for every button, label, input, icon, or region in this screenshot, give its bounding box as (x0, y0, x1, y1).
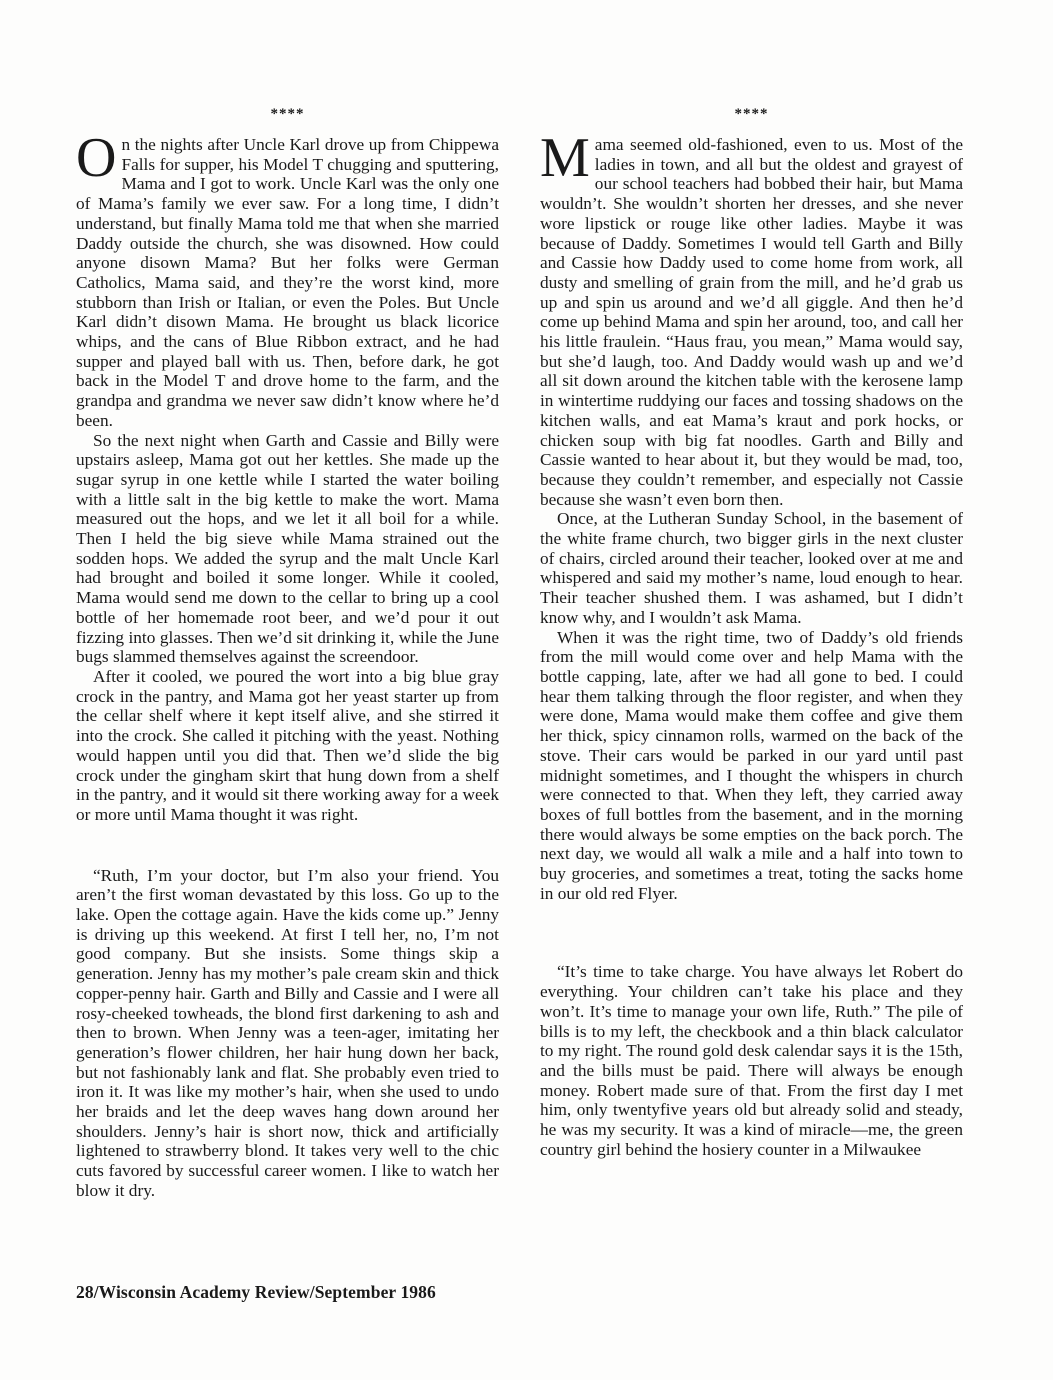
section-gap (540, 903, 963, 962)
section-separator: **** (734, 106, 769, 122)
right-column (540, 105, 963, 1159)
drop-cap: O (76, 127, 117, 189)
paragraph: After it cooled, we poured the wort into a big blue gray crock in the pantry, and Mama got her yeast starter up from the cellar shelf where it kept itself alive, and she stirred it into the crock. She called it pitching with the yeast. Nothing would happen until you did that. Then we’d slide the big crock under the gingham skirt that hung down from a shelf in the pantry, and it would sit there working away for a week or more until Mama thought it was right. (76, 666, 499, 824)
paragraph: “It’s time to take charge. You have always let Robert do everything. Your children can’t take his place and they won’t. It’s time to manage your own life, Ruth.” The pile of bills is to my left, the checkbook and a thin black calculator to my right. The round gold desk calendar says it is the 15th, and the bills must be paid. There will always be enough money. Robert made sure of that. From the first day I met him, only twentyfive years old but already solid and steady, he was my security. It was a kind of miracle—me, the green country girl behind the hosiery counter in a Milwaukee (540, 962, 963, 1159)
paragraph: “Ruth, I’m your doctor, but I’m also your friend. You aren’t the first woman devastated by this loss. Go up to the lake. Open the cottage again. Have the kids come up.” Jenny is driving up this weekend. At first I tell her, no, I’m not good company. But she insists. Some things skip a generation. Jenny has my mother’s pale cream skin and thick copper-penny hair. Garth and Billy and Cassie and I were all rosy-cheeked towheads, the blond first darkening to ash and then to brown. When Jenny was a teen-ager, imitating her generation’s flower children, her hair hung down her back, but not fashionably lank and flat. She probably even tried to iron it. It was like my mother’s hair, when she used to undo her braids and let the deep waves hang down around her shoulders. Jenny’s hair is short now, thick and artificially lightened to strawberry blond. It takes very well to the chic cuts favored by successful career women. I like to watch her blow it dry. (76, 865, 499, 1200)
paragraph: When it was the right time, two of Daddy’s old friends from the mill would come over and help Mama with the bottle capping, late, after we had all gone to bed. I could hear them talking through the floor register, and when they were done, Mama would make them coffee and give them her thick, spicy cinnamon rolls, warmed on the back of the stove. Their cars would be parked in our yard until past midnight sometimes, and I thought the whispers in church were connected to that. When they left, they carried away boxes of full bottles from the basement, and in the morning there would always be some empties on the back porch. The next day, we would all walk a mile and a half into town to buy groceries, and sometimes a treat, toting the sacks home in our old red Flyer. (540, 627, 963, 903)
paragraph-text: ama seemed old-fashioned, even to us. Most of the ladies in town, and all but the oldest and grayest of our school teachers had bobbed their hair, but Mama wouldn’t. She wouldn’t shorten her dresses, and she never wore lipstick or rouge like other ladies. Maybe it was because of Daddy. Sometimes I would tell Garth and Billy and Cassie how Daddy used to come home from work, all dusty and smelling of grain from the mill, and he’d grab us up and spin us around and we’d all giggle. And then he’d come up behind Mama and spin her around, too, and call her his little fraulein. “Haus frau, you mean,” Mama would say, but she’d laugh, too. And Daddy would wash up and we’d all sit down around the kitchen table with the kerosene lamp in wintertime ruddying our faces and tossing shadows on the kitchen walls, and eat Mama’s kraut and pork hocks, or chicken soup with big fat noodles. Garth and Billy and Cassie wanted to hear about it, but they would be mad, too, because they couldn’t remember, and especially not Cassie because she wasn’t even born then. (540, 135, 963, 509)
page-footer: 28/Wisconsin Academy Review/September 1986 (76, 1282, 436, 1302)
paragraph (540, 127, 963, 509)
paragraph: So the next night when Garth and Cassie and Billy were upstairs asleep, Mama got out her kettles. She made up the sugar syrup in one kettle while I started the water boiling with a little salt in the big kettle to make the wort. Mama measured out the hops, and we let it all boil for a while. Then I held the big sieve while Mama strained out the sodden hops. We added the syrup and the malt Uncle Karl had brought and boiled it some longer. While it cooled, Mama would send me down to the cellar to bring up a cool bottle of her homemade root beer, and we’d pour it out fizzing into glasses. Then we’d sit drinking it, while the June bugs slammed themselves against the screendoor. (76, 430, 499, 667)
paragraph: Once, at the Lutheran Sunday School, in the basement of the white frame church, two bigger girls in the next cluster of chairs, circled around their teacher, looked over at me and whispered and said my mother’s name, loud enough to hear. Their teacher shushed them. I was ashamed, but I didn’t know why, and I wouldn’t ask Mama. (540, 509, 963, 627)
drop-cap: M (540, 127, 590, 189)
left-column (76, 105, 499, 1201)
paragraph-text: n the nights after Uncle Karl drove up from Chippewa Falls for supper, his Model T chugging and sputtering, Mama and I got to work. Uncle Karl was the only one of Mama’s family we ever saw. For a long time, I didn’t understand, but finally Mama told me that when she married Daddy outside the church, she was disowned. How could anyone disown Mama? But her folks were German Catholics, Mama said, and they’re the worst kind, more stubborn than Irish or Italian, or even the Poles. But Uncle Karl didn’t disown Mama. He brought us black licorice whips, and the cans of Blue Ribbon extract, and he had supper and played ball with us. Then, before dark, he got back in the Model T and drove home to the farm, and the grandpa and grandma we never saw didn’t know where he’d been. (76, 135, 499, 430)
section-gap (76, 825, 499, 866)
section-separator: **** (270, 106, 305, 122)
paragraph (76, 127, 499, 431)
